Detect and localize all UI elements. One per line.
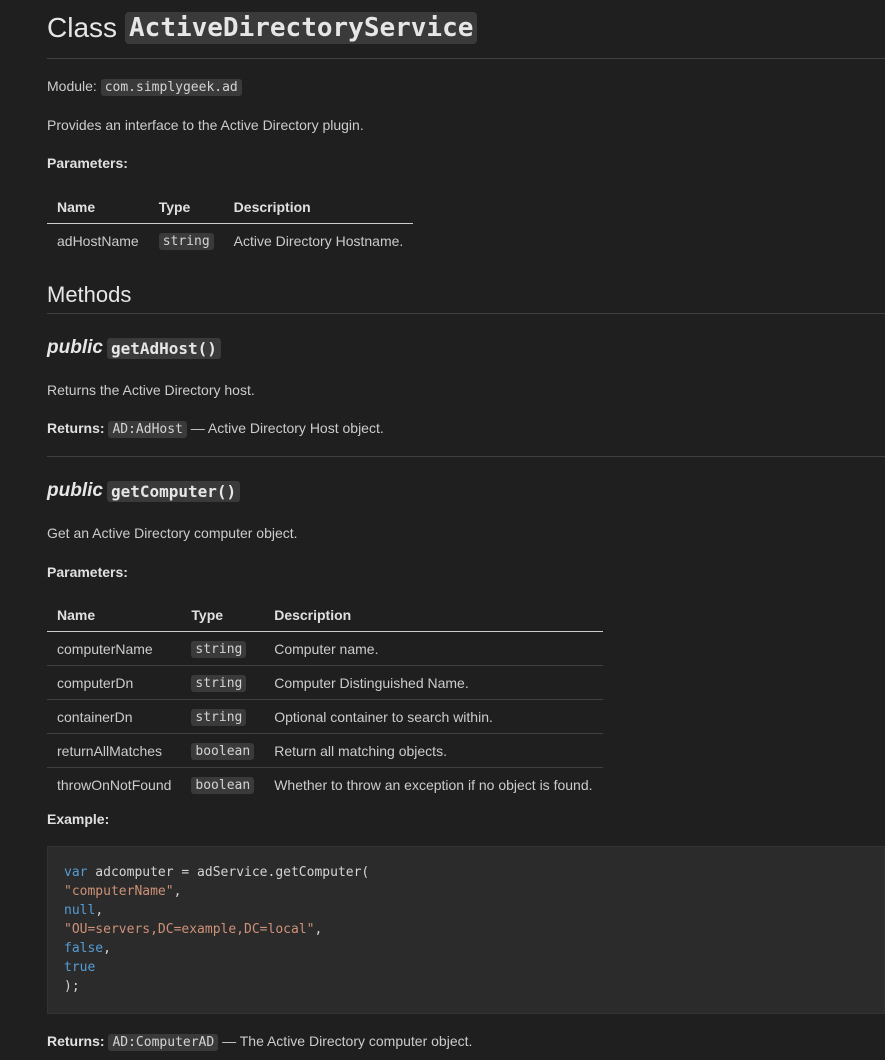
returns-desc: — Active Directory Host object. [190,420,384,436]
visibility-keyword: public [47,337,103,358]
table-row [47,224,413,258]
param-type: string [181,666,264,700]
param-name: returnAllMatches [47,734,181,768]
param-type: string [181,700,264,734]
returns-desc: — The Active Directory computer object. [222,1033,473,1049]
param-name: containerDn [47,700,181,734]
table-row [47,666,603,700]
param-desc: Whether to throw an exception if no object is found. [264,768,602,802]
code-line: var adcomputer = adService.getComputer( [64,865,370,880]
code-line: "computerName", [64,884,182,899]
title-divider [47,58,885,59]
method-signature: getComputer() [107,481,240,502]
methods-divider [47,313,885,314]
method-params-table [47,599,603,801]
table-row [47,768,603,802]
module-label: Module: [47,78,97,94]
method-signature: getAdHost() [107,338,221,359]
table-row [47,632,603,666]
param-desc: Computer Distinguished Name. [264,666,602,700]
col-description: Description [264,599,602,632]
parameters-label: Parameters: [47,155,128,171]
method-description: Get an Active Directory computer object. [47,525,298,541]
param-type: string [181,632,264,666]
param-desc: Optional container to search within. [264,700,602,734]
methods-heading: Methods [47,282,132,307]
param-name: throwOnNotFound [47,768,181,802]
col-type: Type [149,191,224,224]
method-getadhost-title [47,337,221,359]
example-label: Example: [47,811,110,827]
param-type: boolean [181,768,264,802]
col-name: Name [47,599,181,632]
col-type: Type [181,599,264,632]
method-description: Returns the Active Directory host. [47,382,255,398]
param-desc: Computer name. [274,640,379,657]
module-value: com.simplygeek.ad [101,79,242,96]
code-line: false, [64,941,111,956]
class-params-table [47,191,413,257]
method-getcomputer-title [47,480,240,502]
returns-type: AD:AdHost [108,421,186,438]
visibility-keyword: public [47,480,103,501]
table-row [47,700,603,734]
param-name: adHostName [57,232,139,249]
method-returns [47,1033,472,1050]
title-prefix: Class [47,12,118,43]
param-type: string [149,224,224,258]
code-example[interactable] [47,846,885,1014]
code-line: null, [64,903,104,918]
page-title [47,12,477,44]
parameters-label: Parameters: [47,564,128,580]
module-line [47,78,242,95]
returns-type: AD:ComputerAD [108,1034,218,1051]
code-line: "OU=servers,DC=example,DC=local", [64,922,323,937]
code-line: true [64,960,96,975]
class-name: ActiveDirectoryService [125,12,477,44]
param-name: computerName [57,640,153,657]
code-line: ); [64,979,80,994]
param-type: boolean [181,734,264,768]
param-desc: Active Directory Hostname. [233,232,404,249]
class-description: Provides an interface to the Active Directory plugin. [47,117,364,133]
table-row [47,734,603,768]
col-name: Name [47,191,149,224]
method-divider [47,456,885,457]
param-desc: Return all matching objects. [264,734,602,768]
method-returns [47,420,384,437]
param-name: computerDn [47,666,181,700]
returns-label: Returns: [47,420,105,436]
returns-label: Returns: [47,1033,105,1049]
col-description: Description [224,191,414,224]
